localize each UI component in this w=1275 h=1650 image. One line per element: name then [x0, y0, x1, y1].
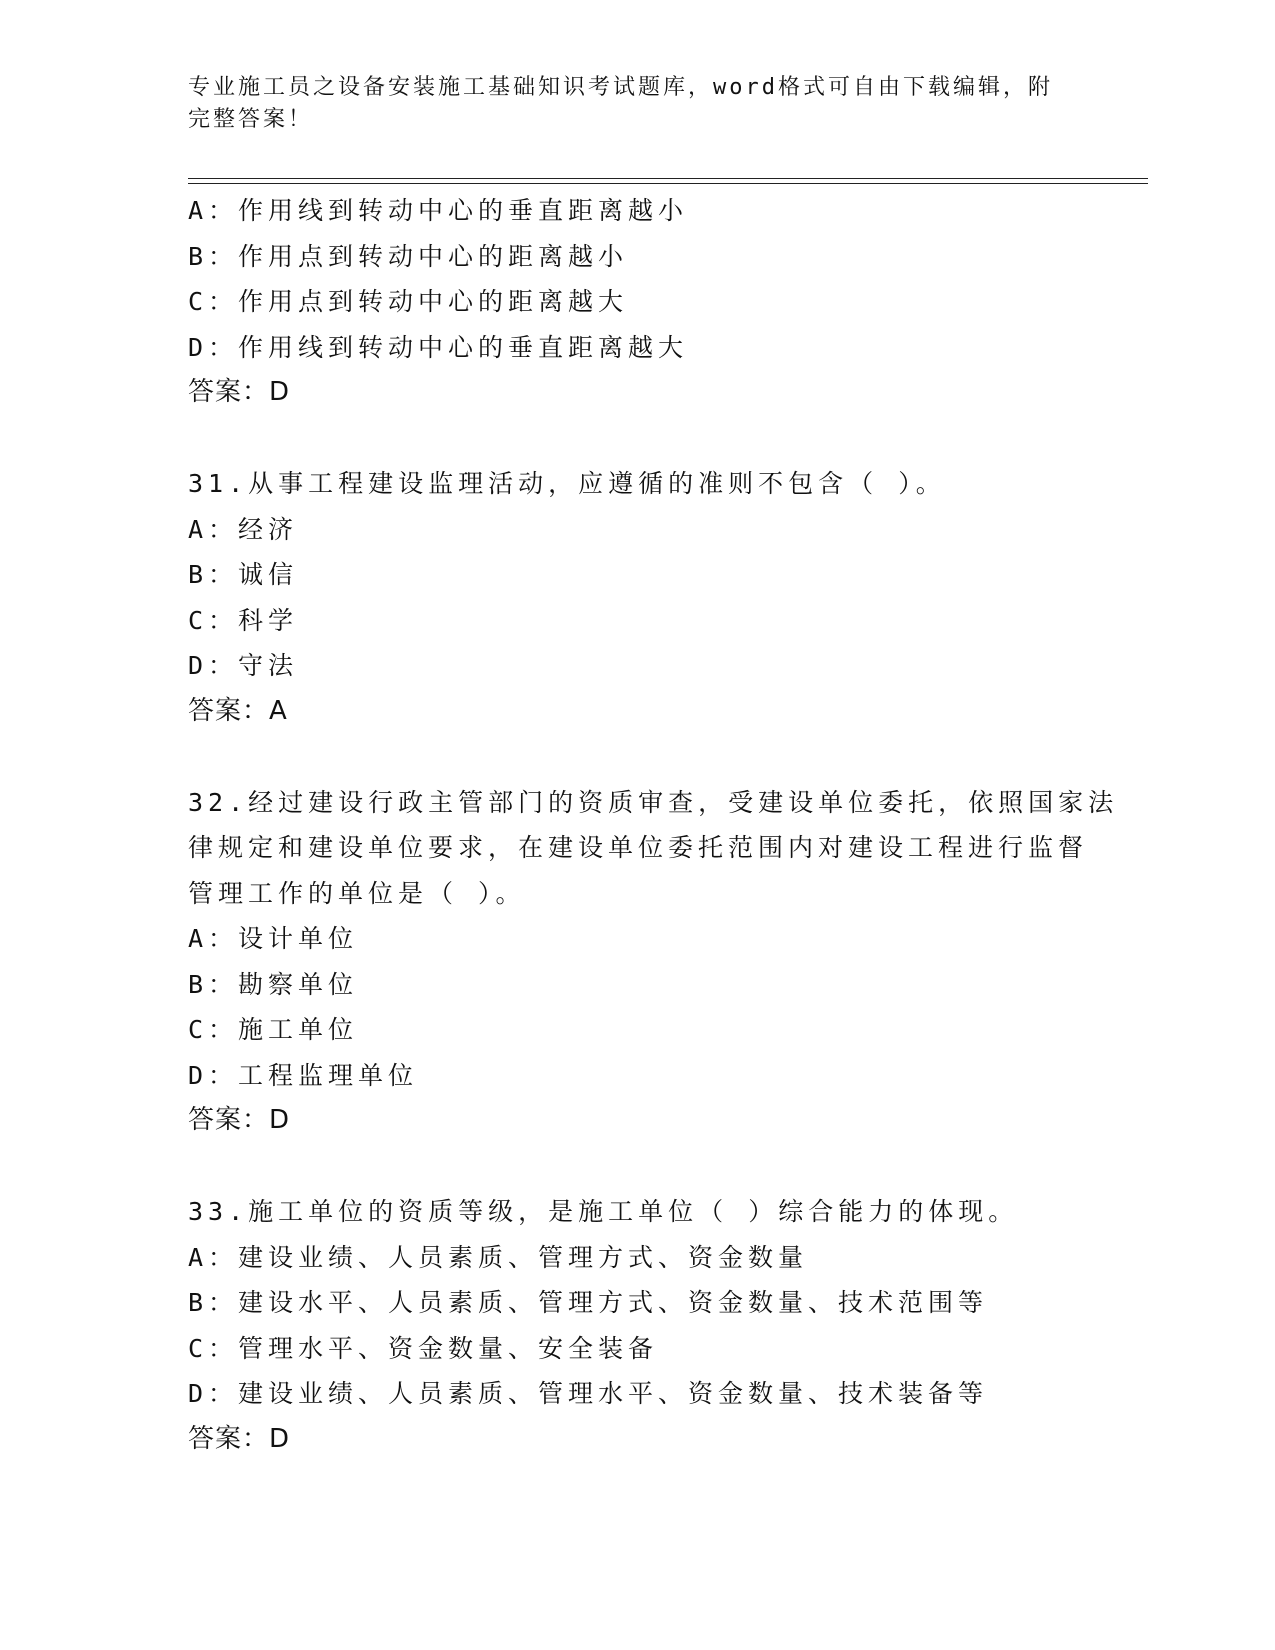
option-b: B：作用点到转动中心的距离越小 — [188, 241, 629, 271]
answer: 答案：A — [188, 695, 288, 726]
option-d: D：守法 — [188, 651, 299, 680]
option-a: A：建设业绩、人员素质、管理方式、资金数量 — [188, 1242, 809, 1272]
header-divider-top — [188, 178, 1148, 179]
option-b: B：建设水平、人员素质、管理方式、资金数量、技术范围等 — [188, 1288, 989, 1317]
question-list — [188, 188, 1119, 1462]
option-a: A：设计单位 — [188, 924, 359, 953]
option-d: D：作用线到转动中心的垂直距离越大 — [188, 332, 689, 362]
question-stem-line-2: 律规定和建设单位要求，在建设单位委托范围内对建设工程进行监督 — [188, 833, 1089, 862]
option-a: A：作用线到转动中心的垂直距离越小 — [188, 196, 689, 225]
question-stem: 31.从事工程建设监理活动，应遵循的准则不包含（ ）。 — [188, 469, 946, 498]
question-stem-line-3: 管理工作的单位是（ ）。 — [188, 878, 526, 908]
question-32 — [188, 780, 1119, 1144]
answer: 答案：D — [188, 1105, 291, 1135]
answer: 答案：D — [188, 377, 291, 407]
question-31 — [188, 461, 1088, 734]
header-divider-bottom — [188, 183, 1148, 184]
option-b: B：诚信 — [188, 560, 299, 589]
question-stem: 33.施工单位的资质等级，是施工单位（ ）综合能力的体现。 — [188, 1197, 1019, 1226]
option-d: D：建设业绩、人员素质、管理水平、资金数量、技术装备等 — [188, 1379, 989, 1408]
question-33 — [188, 1189, 1088, 1462]
option-d: D：工程监理单位 — [188, 1060, 419, 1090]
option-c: C：作用点到转动中心的距离越大 — [188, 287, 629, 316]
option-c: C：管理水平、资金数量、安全装备 — [188, 1333, 659, 1363]
option-a: A：经济 — [188, 514, 299, 544]
option-c: C：施工单位 — [188, 1015, 359, 1044]
option-c: C：科学 — [188, 605, 299, 635]
document-header: 专业施工员之设备安装施工基础知识考试题库，word格式可自由下载编辑，附完整答案！ — [188, 75, 1053, 132]
option-b: B：勘察单位 — [188, 969, 359, 999]
answer: 答案：D — [188, 1423, 291, 1454]
question-30-continued — [188, 188, 1088, 416]
question-stem-line-1: 32.经过建设行政主管部门的资质审查，受建设单位委托，依照国家法 — [188, 787, 1119, 817]
